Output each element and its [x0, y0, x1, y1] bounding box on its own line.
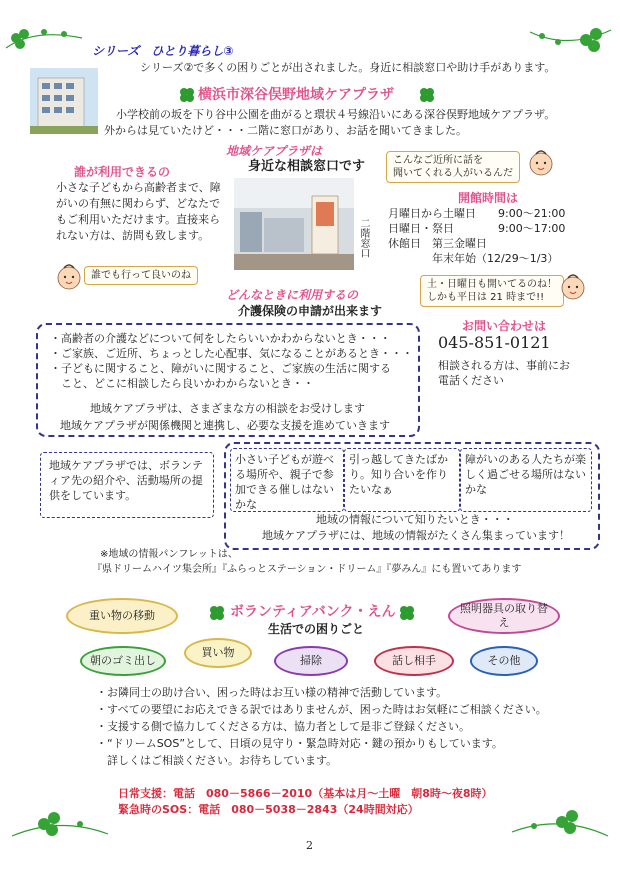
- plaza-desc-1: 小学校前の坂を下り谷中公園を曲がると環状４号線沿いにある深谷俣野地域ケアプラザ。: [116, 108, 556, 121]
- building-photo: [30, 68, 98, 134]
- counter-photo: [234, 178, 354, 270]
- hours-bubble-line-1: 土・日曜日も開いてるのね！: [427, 279, 557, 290]
- consult-item-3: こと、どこに相談したら良いかわからないとき・・: [50, 377, 314, 390]
- need-box-1: 引っ越してきたばかり。知り合いを作りたいなぁ: [344, 448, 460, 512]
- clover-vine-top-left-icon: [4, 18, 84, 58]
- hours-heading: 開館時間は: [458, 191, 519, 205]
- clover-right-icon: [418, 86, 436, 104]
- oval-lighting: 照明器具の取り替え: [448, 598, 560, 634]
- clover-bank-right-icon: [398, 604, 416, 622]
- bank-bullet-0: ・お隣同士の助け合い、困った時はお互い様の精神で活動しています。: [96, 686, 448, 699]
- pamphlet-line-2: 『県ドリームハイツ集会所』『ふらっとステーション・ドリーム』『夢みん』にも置いてあります: [92, 564, 522, 575]
- baby-face-icon: [56, 262, 82, 292]
- speech-top-line-1: こんなご近所に話を: [393, 155, 483, 166]
- consult-item-2: ・子どもに関すること、障がいに関すること、ご家族の生活に関する: [50, 362, 391, 375]
- who-bubble: 誰でも行って良いのね: [84, 266, 198, 285]
- hours-day-1: 日曜日・祭日: [388, 222, 454, 235]
- consult-item-0: ・高齢者の介護などについて何をしたらいいかわからないとき・・・: [50, 332, 391, 345]
- bank-bullet-4: 詳しくはご相談ください。お待ちしています。: [96, 754, 338, 767]
- need-box-0: 小さい子どもが遊べる場所や、親子で参加できる催しはないかな: [230, 448, 344, 512]
- who-text: 小さな子どもから高齢者まで、障がいの有無に関わらず、どなたでもご利用いただけます。直接来られない方は、訪問も致します。: [56, 181, 221, 242]
- oval-shopping: 買い物: [184, 638, 252, 668]
- clover-vine-bottom-right-icon: [510, 806, 610, 846]
- plaza-name: 横浜市深谷俣野地域ケアプラザ: [198, 87, 394, 103]
- contact-note: 相談される方は、事前にお電話ください: [438, 359, 570, 387]
- when-heading: どんなときに利用するの: [226, 288, 359, 302]
- hours-bubble: [420, 275, 564, 307]
- photo-caption: 二階窓口: [358, 218, 369, 258]
- bank-bullets: [96, 684, 547, 769]
- oval-heavy-items: 重い物の移動: [66, 598, 178, 634]
- need-box-2: 障がいのある人たちが楽しく過ごせる場所はないかな: [460, 448, 592, 512]
- center-heading-1: 地域ケアプラザは: [226, 144, 323, 158]
- oval-cleaning: 掃除: [274, 646, 348, 676]
- page-number: 2: [306, 839, 313, 852]
- clover-vine-bottom-left-icon: [10, 806, 110, 846]
- speech-top-line-2: 聞いてくれる人がいるんだ: [393, 168, 513, 179]
- bank-bullet-2: ・支援する側で協力してくださる方は、協力者として是非ご登録ください。: [96, 720, 470, 733]
- series-title: シリーズ ひとり暮らし③: [92, 44, 234, 58]
- baby-face-right-icon: [528, 148, 554, 178]
- contact-phone[interactable]: 045-851-0121: [438, 333, 551, 352]
- bank-sos[interactable]: 緊急時のSOS：電話 080－5038－2843（24時間対応）: [118, 803, 419, 816]
- clover-bank-left-icon: [208, 604, 226, 622]
- hours-table: [388, 206, 588, 266]
- speech-top: [386, 151, 520, 183]
- hours-bubble-line-2: しかも平日は 21 時まで!!: [427, 292, 545, 303]
- hours-day-0: 月曜日から土曜日: [388, 207, 476, 220]
- oval-talking: 話し相手: [374, 646, 454, 676]
- hours-time-1: 9:00～17:00: [498, 222, 566, 235]
- hours-day-2: 休館日 第三金曜日: [388, 237, 487, 250]
- oval-garbage: 朝のゴミ出し: [80, 646, 166, 676]
- when-subheading: 介護保険の申請が出来ます: [238, 304, 383, 318]
- contact-heading: お問い合わせは: [462, 319, 547, 333]
- consult-line-2: 地域ケアプラザが関係機関と連携し、必要な支援を進めていきます: [60, 419, 390, 432]
- clover-vine-top-right-icon: [528, 20, 613, 65]
- consult-item-1: ・ご家族、ご近所、ちょっとした心配事、気になることがあるとき・・・: [50, 347, 413, 360]
- hours-day-3: 年末年始（12/29～1/3）: [388, 252, 559, 265]
- bank-subtitle: 生活での困りごと: [268, 622, 365, 636]
- hours-time-0: 9:00～21:00: [498, 207, 566, 220]
- info-line-2: 地域ケアプラザには、地域の情報がたくさん集まっています！: [262, 529, 570, 542]
- baby-face-hours-icon: [560, 272, 586, 302]
- pamphlet-line-1: ※地域の情報パンフレットは、: [100, 549, 238, 560]
- consult-box: [36, 323, 420, 437]
- oval-other: その他: [470, 646, 538, 676]
- bank-bullet-1: ・すべての要望にお応えできる訳ではありませんが、困った時はお気軽にご相談ください。: [96, 703, 547, 716]
- bank-title: ボランティアバンク・えん: [230, 604, 396, 620]
- bank-daily[interactable]: 日常支援：電話 080－5866－2010（基本は月～土曜 朝8時～夜8時）: [118, 787, 493, 800]
- info-line-1: 地域の情報について知りたいとき・・・: [316, 513, 514, 526]
- clover-left-icon: [178, 86, 196, 104]
- series-intro: シリーズ②で多くの困りごとが出されました。身近に相談窓口や助け手があります。: [140, 61, 556, 74]
- consult-line-1: 地域ケアプラザは、さまざまな方の相談をお受けします: [90, 402, 365, 415]
- volunteer-box: 地域ケアプラザでは、ボランティア先の紹介や、活動場所の提供をしています。: [40, 452, 214, 518]
- bank-bullet-3: ・“ドリームSOS”として、日頃の見守り・緊急時対応・鍵の預かりもしています。: [96, 737, 503, 750]
- plaza-desc-2: 外からは見ていたけど・・・二階に窓口があり、お話を聞いてきました。: [104, 124, 467, 137]
- center-heading-2: 身近な相談窓口です: [248, 159, 366, 174]
- who-heading: 誰が利用できるの: [74, 165, 171, 179]
